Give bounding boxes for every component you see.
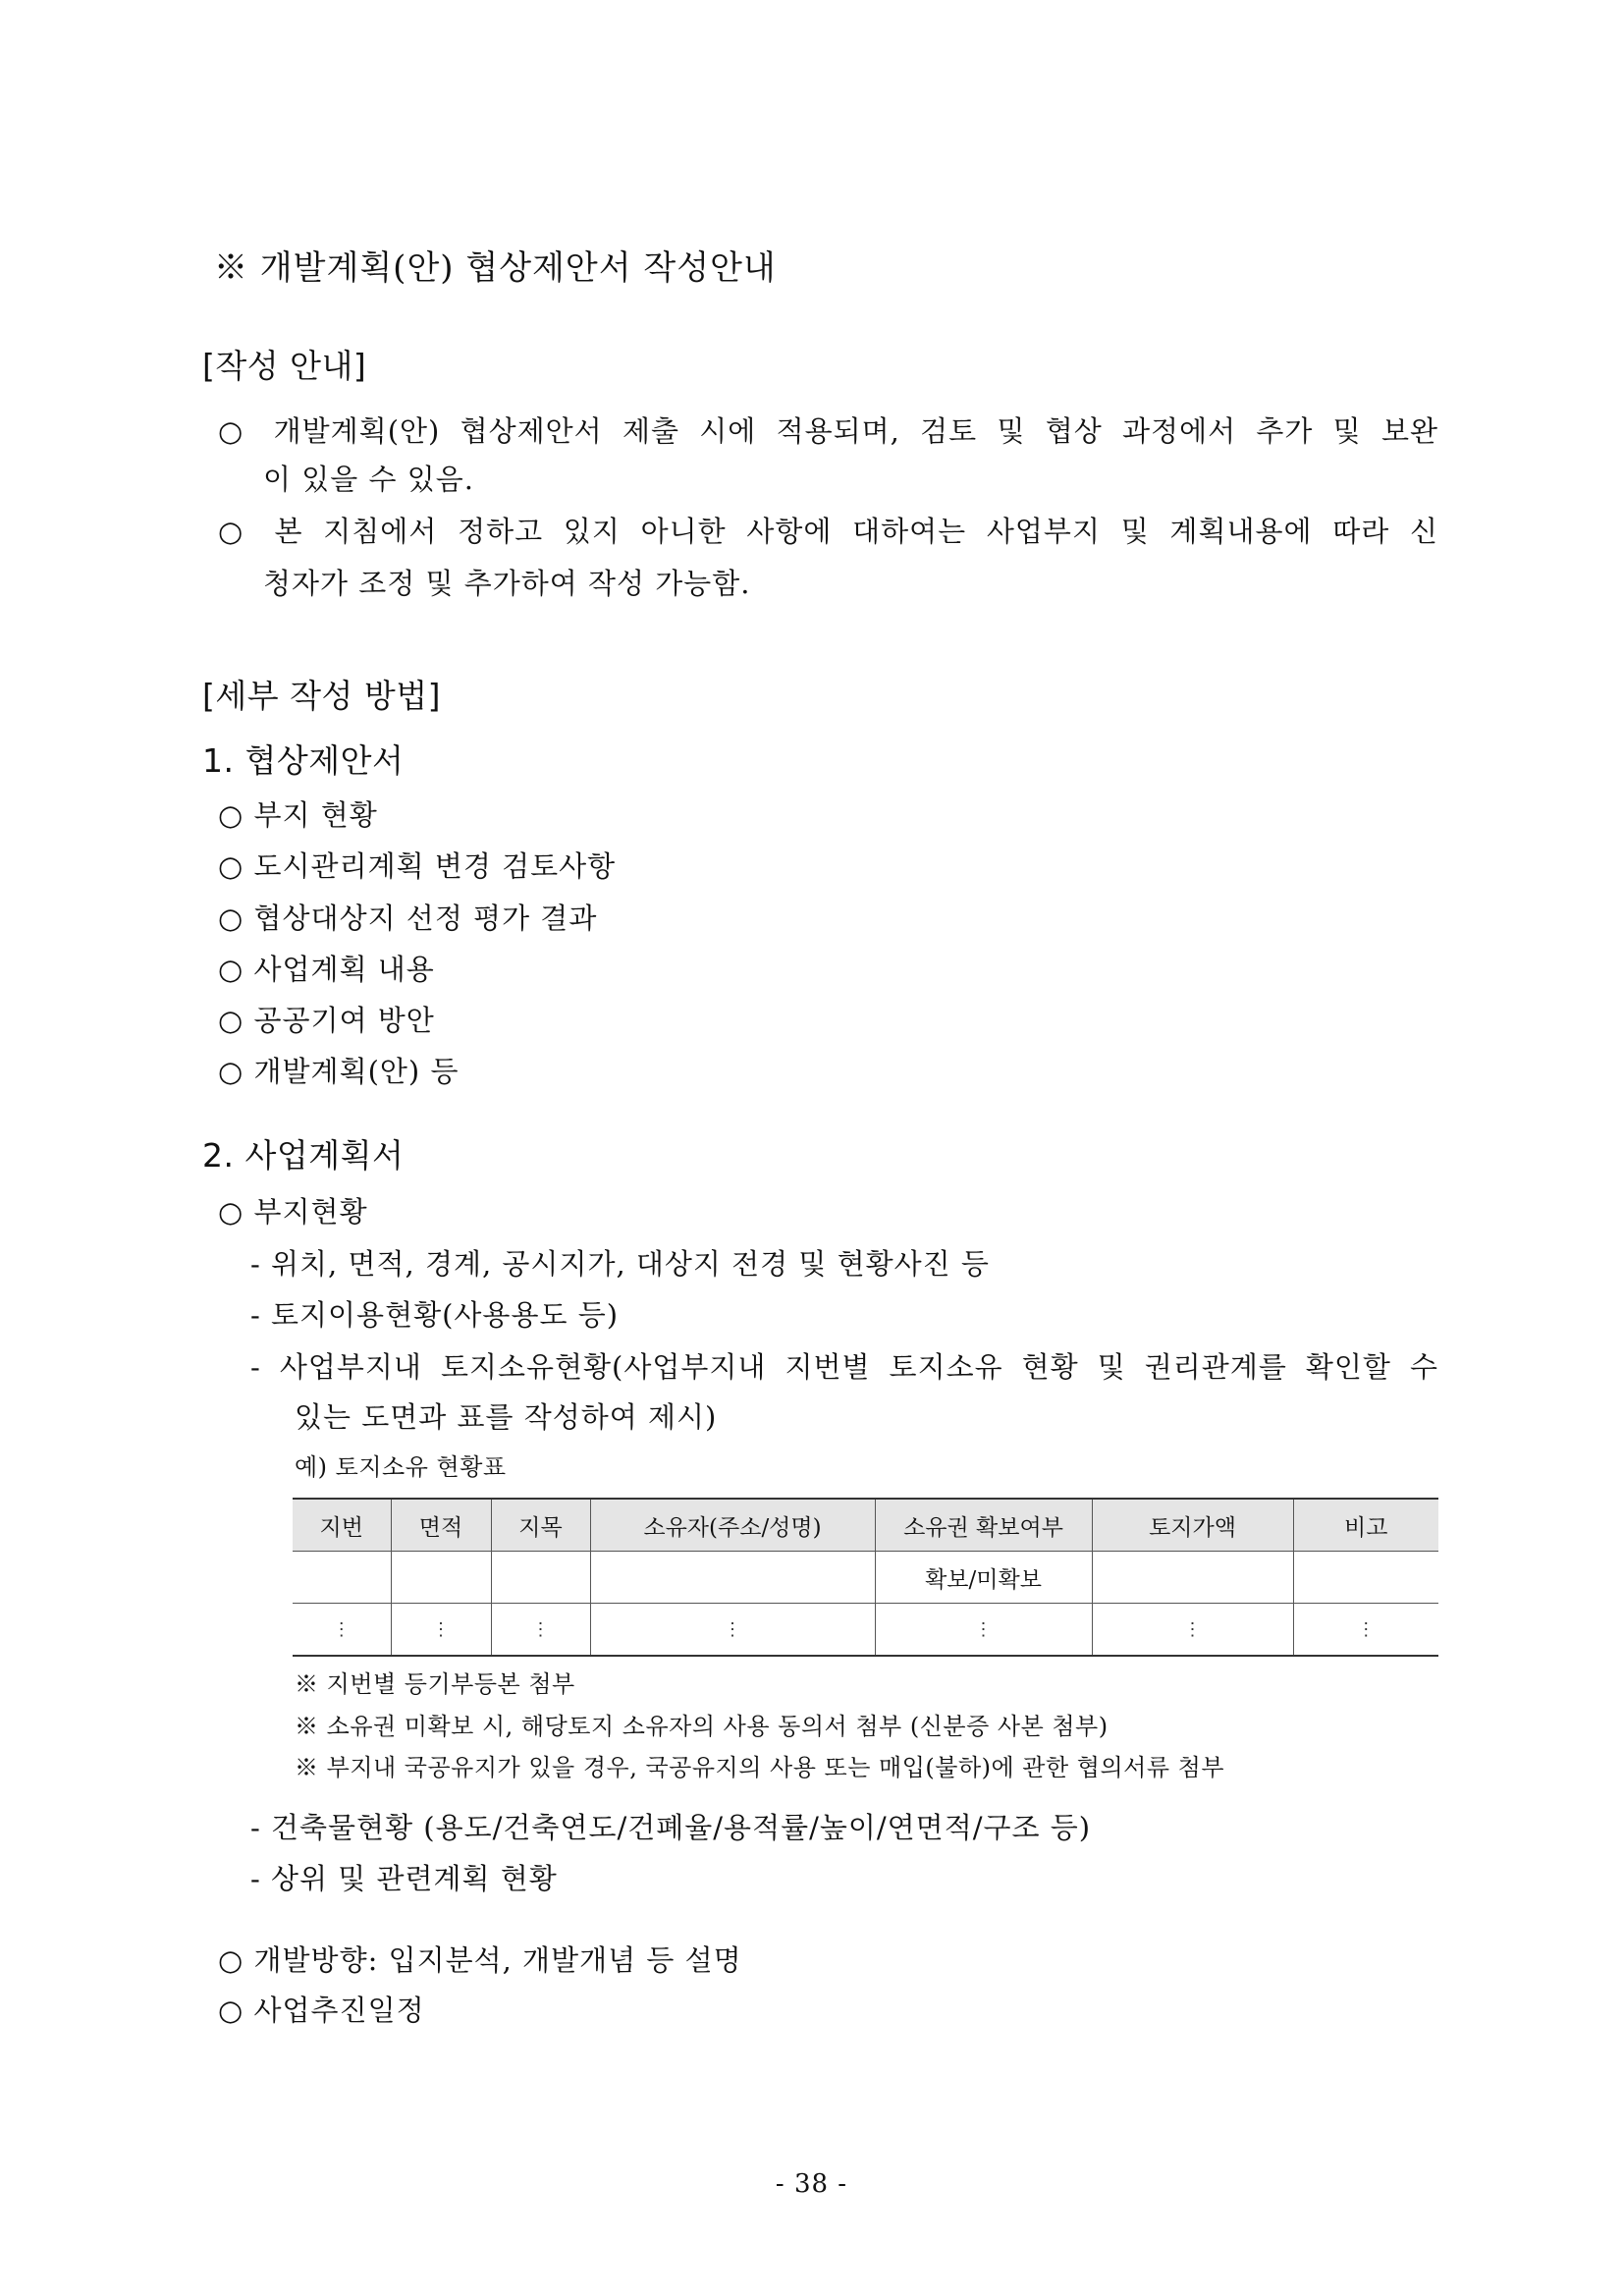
document-title: ※ 개발계획(안) 협상제안서 작성안내 xyxy=(214,248,777,288)
page-number: - 38 - xyxy=(775,2169,848,2199)
table-cell-ellipsis: ⋮ xyxy=(875,1604,1092,1657)
table-cell xyxy=(293,1552,391,1604)
business-plan-item: ○ 개발방향: 입지분석, 개발개념 등 설명 xyxy=(218,1943,742,1977)
table-cell xyxy=(1293,1552,1438,1604)
proposal-section-heading: 1. 협상제안서 xyxy=(202,741,405,780)
table-header-cell: 지목 xyxy=(491,1499,590,1552)
table-note: ※ 소유권 미확보 시, 해당토지 소유자의 사용 동의서 첨부 (신분증 사본 첨부) xyxy=(295,1713,1109,1740)
table-cell xyxy=(391,1552,491,1604)
guide-paragraph-2-line-2: 청자가 조정 및 추가하여 작성 가능함. xyxy=(263,567,751,600)
proposal-item: ○ 사업계획 내용 xyxy=(218,953,435,986)
site-status-label: ○ 부지현황 xyxy=(218,1195,368,1229)
table-note: ※ 부지내 국공유지가 있을 경우, 국공유지의 사용 또는 매입(불하)에 관한 협의서류 첨부 xyxy=(295,1754,1225,1781)
guide-paragraph-2-line-1: ○ 본 지침에서 정하고 있지 아니한 사항에 대하여는 사업부지 및 계획내용에 따라 신 xyxy=(218,515,1438,548)
table-cell-ellipsis: ⋮ xyxy=(391,1604,491,1657)
table-header-cell: 소유자(주소/성명) xyxy=(590,1499,875,1552)
table-header-cell: 면적 xyxy=(391,1499,491,1552)
site-status-detail: - 사업부지내 토지소유현황(사업부지내 지번별 토지소유 현황 및 권리관계를 확인할 수 xyxy=(250,1350,1438,1384)
table-cell xyxy=(491,1552,590,1604)
land-ownership-table xyxy=(293,1498,1438,1657)
table-cell-ellipsis: ⋮ xyxy=(1092,1604,1293,1657)
table-cell xyxy=(590,1552,875,1604)
site-status-detail-continuation: 있는 도면과 표를 작성하여 제시) xyxy=(295,1400,718,1434)
table-cell-ellipsis: ⋮ xyxy=(293,1604,391,1657)
site-status-detail: - 상위 및 관련계획 현황 xyxy=(250,1862,558,1895)
table-cell: 확보/미확보 xyxy=(875,1552,1092,1604)
proposal-item: ○ 부지 현황 xyxy=(218,798,378,832)
proposal-item: ○ 공공기여 방안 xyxy=(218,1004,435,1037)
writing-guide-heading: [작성 안내] xyxy=(202,347,367,385)
detailed-method-heading: [세부 작성 방법] xyxy=(202,677,441,715)
table-cell-ellipsis: ⋮ xyxy=(491,1604,590,1657)
proposal-item: ○ 도시관리계획 변경 검토사항 xyxy=(218,849,617,883)
table-cell-ellipsis: ⋮ xyxy=(590,1604,875,1657)
table-row xyxy=(293,1604,1438,1657)
site-status-detail: - 위치, 면적, 경계, 공시지가, 대상지 전경 및 현황사진 등 xyxy=(250,1247,990,1281)
table-note: ※ 지번별 등기부등본 첨부 xyxy=(295,1670,575,1698)
table-header-cell: 소유권 확보여부 xyxy=(875,1499,1092,1552)
guide-paragraph-1-line-2: 이 있을 수 있음. xyxy=(263,463,474,496)
table-row xyxy=(293,1552,1438,1604)
table-header-cell: 토지가액 xyxy=(1092,1499,1293,1552)
site-status-detail: - 토지이용현황(사용용도 등) xyxy=(250,1298,620,1332)
site-status-detail: - 건축물현황 (용도/건축연도/건폐율/용적률/높이/연면적/구조 등) xyxy=(250,1811,1092,1844)
table-header-cell: 비고 xyxy=(1293,1499,1438,1552)
proposal-item: ○ 개발계획(안) 등 xyxy=(218,1055,460,1088)
table-cell-ellipsis: ⋮ xyxy=(1293,1604,1438,1657)
proposal-item: ○ 협상대상지 선정 평가 결과 xyxy=(218,902,598,935)
table-header-row xyxy=(293,1499,1438,1552)
guide-paragraph-1-line-1: ○ 개발계획(안) 협상제안서 제출 시에 적용되며, 검토 및 협상 과정에서 추가 및 보완 xyxy=(218,414,1438,448)
business-plan-item: ○ 사업추진일정 xyxy=(218,1994,425,2027)
business-plan-section-heading: 2. 사업계획서 xyxy=(202,1136,405,1175)
table-cell xyxy=(1092,1552,1293,1604)
land-table-caption: 예) 토지소유 현황표 xyxy=(295,1453,507,1481)
table-header-cell: 지번 xyxy=(293,1499,391,1552)
